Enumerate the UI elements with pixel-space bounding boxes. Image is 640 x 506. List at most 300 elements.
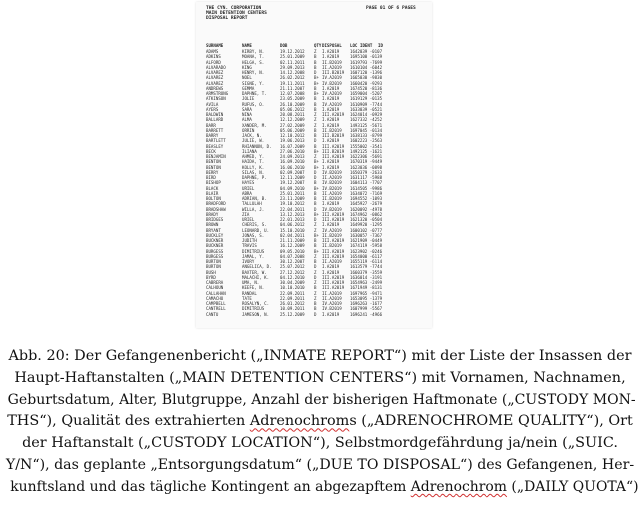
table-cell: 19.10.2012: [280, 201, 305, 207]
table-cell: 1654000 -6117: [350, 253, 383, 259]
table-cell: 02.11.2011: [280, 59, 305, 65]
table-cell: B: [314, 285, 317, 291]
table-cell: KING: [242, 64, 252, 70]
table-cell: B+: [314, 159, 319, 165]
table-cell: BIRD: [206, 175, 216, 180]
table-cell: DIMITRIUS: [242, 306, 265, 312]
table-cell: 29.09.2013: [280, 64, 305, 70]
table-cell: BRADFORD: [206, 201, 226, 207]
table-cell: BURGESS: [206, 253, 224, 259]
table-cell: DAPHNE, T.: [242, 91, 267, 96]
table-cell: BISHOP: [206, 180, 221, 186]
col-header: LOC: [350, 43, 358, 48]
report-page-number: PAGE 01 OF 6 PAGES: [366, 6, 416, 11]
table-cell: BALLARD: [206, 117, 224, 123]
table-cell: 30.12.2007: [280, 259, 305, 264]
table-cell: BUSH: [206, 269, 216, 275]
table-cell: CHERIS, S.: [242, 222, 267, 228]
col-header: ID: [378, 43, 383, 48]
table-cell: KOLLY, K.: [242, 164, 265, 170]
figure-caption: [0, 346, 640, 499]
table-cell: 1607120 -1396: [350, 70, 383, 75]
table-cell: 25.01.2009: [280, 54, 305, 60]
table-cell: NINA: [242, 112, 252, 117]
table-cell: 1696241 -4966: [350, 311, 383, 317]
col-header: DOB: [280, 43, 288, 48]
table-cell: DAPHNE, P.: [242, 175, 267, 180]
table-cell: 1659004 -5207: [350, 91, 383, 96]
table-cell: 1674520 -8136: [350, 85, 383, 91]
table-cell: 1636014 -3191: [350, 274, 383, 280]
table-cell: D: [314, 70, 317, 75]
table-cell: I.A2019: [322, 49, 340, 54]
table-cell: 26.02.2012: [280, 75, 305, 81]
table-cell: B+: [314, 211, 319, 217]
table-cell: JOLIE: [242, 96, 255, 102]
caption-line: THS“), Qualität des extrahierten Adrenochroms („ADRENOCHROME QUALITY“), Ort: [7, 413, 633, 430]
table-cell: III.A2019: [322, 285, 345, 291]
table-cell: 12.12.2009: [280, 117, 305, 123]
table-cell: 1619129 -0135: [350, 96, 383, 102]
table-cell: B: [314, 306, 317, 312]
table-cell: 09.05.2010: [280, 248, 305, 254]
table-cell: II.B2019: [322, 127, 342, 133]
table-cell: IV.B2019: [322, 169, 342, 175]
table-cell: 26.01.2012: [280, 301, 305, 306]
table-cell: 1654963 -2499: [350, 280, 383, 285]
table-cell: 10.10.2010: [280, 285, 305, 291]
table-cell: II.B2019: [322, 232, 342, 238]
table-cell: III.A2019: [322, 217, 345, 222]
table-cell: JAMAL, Y.: [242, 253, 265, 259]
table-cell: Z: [314, 295, 317, 301]
table-cell: 27.02.2009: [280, 122, 305, 128]
table-cell: JACK, N.: [242, 133, 262, 138]
table-cell: 1493125 -5671: [350, 122, 383, 128]
table-cell: 16.09.2010: [280, 159, 305, 165]
table-cell: 19.06.2013: [280, 138, 305, 144]
table-cell: TRAVIS: [242, 243, 257, 249]
spellcheck-flag: Adrenochrom: [249, 413, 350, 430]
table-cell: 30.04.2009: [280, 280, 305, 285]
table-cell: HAYES: [242, 180, 255, 186]
table-cell: B: [314, 101, 317, 107]
table-cell: B: [314, 127, 317, 133]
table-cell: GEMMA: [242, 85, 255, 91]
table-cell: CANTU: [206, 311, 219, 317]
report-rows: [206, 49, 386, 317]
table-cell: 1620092 -4978: [350, 206, 383, 212]
table-cell: ZIA: [242, 211, 250, 217]
table-cell: I.A2019: [322, 164, 340, 170]
table-cell: UMA, N.: [242, 280, 260, 285]
table-cell: III.A2019: [322, 211, 345, 217]
table-cell: RUFUS, O.: [242, 101, 265, 107]
table-cell: ALFORD: [206, 59, 221, 65]
table-cell: D: [314, 274, 317, 280]
table-cell: B: [314, 180, 317, 186]
table-cell: 16.06.2010: [280, 164, 305, 170]
table-cell: BURTON: [206, 259, 221, 264]
table-cell: MALACHI, K.: [242, 274, 270, 280]
table-cell: BENTON: [206, 159, 221, 165]
table-cell: BARR: [206, 122, 216, 128]
table-cell: BUCKLEY: [206, 232, 224, 238]
table-cell: II.A2019: [322, 190, 342, 196]
report-header-line-2: MAIN DETENTION CENTERS: [206, 11, 267, 16]
table-cell: B: [314, 259, 317, 264]
table-cell: ROSALYN, C.: [242, 301, 270, 306]
table-cell: 05.06.2009: [280, 127, 305, 133]
table-cell: I.A2019: [322, 159, 340, 165]
table-cell: III.B2019: [322, 70, 345, 75]
table-cell: 1638133 -8799: [350, 133, 383, 138]
table-cell: BRADY: [206, 211, 219, 217]
table-cell: ARMSTRONG: [206, 91, 229, 96]
table-cell: I.A2019: [322, 106, 340, 112]
table-cell: BALDWIN: [206, 112, 224, 117]
table-cell: CABRERA: [206, 280, 224, 285]
table-cell: 1630057 -7367: [350, 232, 383, 238]
table-cell: Z: [314, 117, 317, 123]
table-cell: B: [314, 143, 317, 149]
table-cell: BENJAMIN: [206, 154, 226, 159]
col-header: SURNAME: [206, 43, 224, 48]
table-cell: IV.A2019: [322, 101, 342, 107]
table-cell: CALLAHAN: [206, 290, 226, 296]
table-cell: ALVAREZ: [206, 70, 224, 75]
table-cell: 16.12.2009: [280, 243, 305, 249]
table-cell: BRIDGES: [206, 217, 224, 222]
table-cell: I.A2019: [322, 96, 340, 102]
table-cell: URIEL: [242, 217, 255, 222]
table-cell: B+: [314, 75, 319, 81]
table-cell: 22.09.2011: [280, 290, 305, 296]
table-cell: B: [314, 133, 317, 138]
table-cell: TALLULAH: [242, 201, 262, 207]
table-cell: I.A2019: [322, 138, 340, 144]
table-cell: RANDAL: [242, 290, 257, 296]
table-cell: ALVARADO: [206, 64, 226, 70]
table-cell: III.A2019: [322, 238, 345, 243]
table-cell: CALHOUN: [206, 285, 224, 291]
table-cell: ANGELICA, D.: [242, 264, 272, 270]
table-cell: 1642039 -0107: [350, 49, 383, 54]
table-cell: BLACK: [206, 185, 219, 191]
table-cell: D: [314, 264, 317, 270]
table-cell: NOEL: [242, 75, 252, 81]
table-cell: 1624014 -0929: [350, 112, 383, 117]
table-cell: I.A2019: [322, 264, 340, 270]
table-cell: 1697965 -9471: [350, 290, 383, 296]
table-cell: ATKINSON: [206, 96, 226, 102]
table-cell: 1492125 -1621: [350, 148, 383, 154]
table-cell: 22.04.2011: [280, 206, 305, 212]
table-cell: ANDREWS: [206, 85, 224, 91]
table-cell: IV.A2019: [322, 75, 342, 81]
col-header: NAME: [242, 43, 252, 48]
table-cell: 04.12.2010: [280, 274, 305, 280]
table-cell: 1670319 -9449: [350, 159, 383, 165]
table-cell: ADRIAN, B.: [242, 196, 267, 201]
table-cell: 1674119 -5958: [350, 243, 383, 249]
table-cell: BOLTON: [206, 196, 221, 201]
table-cell: Z: [314, 253, 317, 259]
table-cell: 1610104 -6042: [350, 64, 383, 70]
table-cell: IV.B2019: [322, 306, 342, 312]
table-cell: B+: [314, 232, 319, 238]
table-cell: II.A2019: [322, 64, 342, 70]
caption-line: kunftsland und das tägliche Kontingent an abgezapftem Adrenochrom („DAILY QUOTA“): [10, 478, 639, 495]
caption-line: Abb. 20: Der Gefangenenbericht („INMATE REPORT“) mit der Liste der Insassen der: [8, 348, 632, 364]
table-cell: 1660420 -9293: [350, 80, 383, 86]
table-cell: CAMACHO: [206, 295, 224, 301]
table-cell: B+: [314, 148, 319, 154]
table-cell: II.B2019: [322, 196, 342, 201]
table-cell: BENTON: [206, 164, 221, 170]
table-cell: BUCKNER: [206, 238, 224, 243]
table-cell: JULIE, W.: [242, 138, 265, 144]
table-cell: TATE: [242, 295, 252, 301]
table-cell: BRADSHAW: [206, 206, 226, 212]
table-cell: IV.A2019: [322, 227, 342, 233]
table-cell: 25.01.2011: [280, 190, 305, 196]
table-cell: 1694552 -1093: [350, 196, 383, 201]
table-cell: IV.A2019: [322, 301, 342, 306]
table-cell: 20.08.2011: [280, 112, 305, 117]
scanned-report-image: [196, 2, 432, 328]
table-cell: III.A2019: [322, 112, 345, 117]
table-cell: 1610909 -7744: [350, 101, 383, 107]
table-cell: I.A2019: [322, 117, 340, 123]
caption-line: Geburtsdatum, Alter, Blutgruppe, Anzahl der bisherigen Haftmonate („CUSTODY MON-: [7, 391, 636, 408]
table-cell: BARRY: [206, 133, 219, 138]
table-cell: B: [314, 190, 317, 196]
table-cell: HELGA, S.: [242, 59, 265, 65]
table-cell: IV.B2019: [322, 80, 342, 86]
report-header-line-1: THE CYN. CORPORATION: [206, 6, 262, 11]
table-cell: D: [314, 217, 317, 222]
table-cell: BEASLEY: [206, 143, 224, 149]
report-header-line-3: DISPOSAL REPORT: [206, 16, 248, 21]
table-cell: BARTLETT: [206, 138, 226, 144]
table-cell: 04.09.2010: [280, 185, 305, 191]
table-cell: 14.12.2008: [280, 70, 305, 75]
table-cell: IVORY: [242, 259, 255, 264]
table-cell: B: [314, 243, 317, 249]
table-cell: ORRIN: [242, 127, 255, 133]
table-cell: 1674962 -0862: [350, 211, 383, 217]
table-cell: BAXTER, W.: [242, 269, 267, 275]
table-cell: 10.09.2011: [280, 306, 305, 312]
table-cell: 04.06.2012: [280, 222, 305, 228]
table-cell: 12.10.2012: [280, 133, 305, 138]
table-cell: ALVAREZ: [206, 80, 224, 86]
table-cell: B: [314, 54, 317, 60]
table-cell: 1621909 -0449: [350, 238, 383, 243]
table-cell: 1621320 -0504: [350, 217, 383, 222]
table-cell: 19.11.2011: [280, 80, 305, 86]
table-cell: D: [314, 169, 317, 175]
table-cell: CANTRELL: [206, 306, 226, 312]
table-cell: 1633039 -0521: [350, 106, 383, 112]
table-cell: II.B2019: [322, 59, 342, 65]
table-cell: 27.06.2010: [280, 148, 305, 154]
table-cell: BURTON: [206, 264, 221, 270]
table-cell: MOANA, T.: [242, 54, 265, 60]
table-cell: D: [314, 311, 317, 317]
table-cell: II.A2019: [322, 175, 342, 180]
table-cell: I.A2019: [322, 201, 340, 207]
table-cell: I.A2019: [322, 269, 340, 275]
table-cell: III.B2019: [322, 133, 345, 138]
table-cell: 24.09.2013: [280, 154, 305, 159]
table-cell: URIEL: [242, 185, 255, 191]
table-cell: 1671949 -8131: [350, 285, 383, 291]
table-cell: B: [314, 85, 317, 91]
table-cell: 1653095 -1379: [350, 295, 383, 301]
table-cell: 22.01.2013: [280, 217, 305, 222]
table-cell: BURGESS: [206, 248, 224, 254]
table-cell: Z: [314, 269, 317, 275]
table-cell: HAIDA, T.: [242, 159, 265, 165]
table-cell: IV.A2019: [322, 91, 342, 96]
table-cell: I.A2019: [322, 85, 340, 91]
table-cell: 1555002 -3541: [350, 143, 383, 149]
table-cell: SARA: [242, 106, 252, 112]
table-cell: WILLA, J.: [242, 206, 265, 212]
table-cell: Z: [314, 227, 317, 233]
table-cell: 1619793 -7699: [350, 59, 383, 65]
table-cell: 12.11.2009: [280, 175, 305, 180]
table-cell: 1655119 -6114: [350, 259, 383, 264]
table-cell: ILIANA: [242, 148, 257, 154]
table-cell: B: [314, 196, 317, 201]
table-cell: B: [314, 301, 317, 306]
table-cell: BRYANT: [206, 227, 221, 233]
table-cell: IV.B2019: [322, 206, 342, 212]
table-cell: 02.04.2011: [280, 232, 305, 238]
table-cell: 1627332 -4252: [350, 117, 383, 123]
table-cell: 19.12.2012: [280, 49, 305, 54]
table-cell: II.B2019: [322, 243, 342, 249]
table-cell: B: [314, 64, 317, 70]
table-cell: B+: [314, 91, 319, 96]
table-cell: 25.07.2012: [280, 264, 305, 270]
spellcheck-flag: Adrenochrom: [410, 478, 508, 495]
table-row: [206, 312, 386, 317]
table-cell: 1649920 -1295: [350, 222, 383, 228]
col-header: QTY: [314, 43, 322, 48]
table-cell: Z: [314, 222, 317, 228]
table-cell: Z: [314, 112, 317, 117]
table-cell: 23.05.2009: [280, 96, 305, 102]
table-cell: 26.10.2009: [280, 101, 305, 107]
table-cell: Z: [314, 290, 317, 296]
table-cell: 1634072 -7169: [350, 190, 383, 196]
table-cell: Z: [314, 154, 317, 159]
table-cell: I.A2019: [322, 54, 340, 60]
table-cell: SIGNE, Y.: [242, 80, 265, 86]
table-cell: 21.11.2009: [280, 238, 305, 243]
table-cell: B+: [314, 248, 319, 254]
table-cell: 19.12.2007: [280, 180, 305, 186]
table-cell: 1645927 -2679: [350, 201, 383, 207]
table-cell: 1696263 -1677: [350, 301, 383, 306]
table-cell: LEONARD, U.: [242, 227, 270, 233]
table-cell: 16.07.2009: [280, 143, 305, 149]
table-cell: BLAIR: [206, 190, 219, 196]
table-cell: III.B2019: [322, 148, 345, 154]
caption-line: der Haftanstalt („CUSTODY LOCATION“), Selbstmordgefährdung ja/nein („SUIC.: [22, 435, 618, 452]
table-cell: 05.06.2012: [280, 106, 305, 112]
table-cell: III.A2019: [322, 253, 345, 259]
table-cell: B+: [314, 164, 319, 170]
table-cell: 13.12.2013: [280, 211, 305, 217]
table-cell: 1604113 -7707: [350, 180, 383, 186]
table-cell: BECK: [206, 148, 216, 154]
table-cell: B+: [314, 185, 319, 191]
table-cell: 1665030 -9830: [350, 75, 383, 81]
table-cell: KIRBY, N.: [242, 49, 265, 54]
caption-line: Haupt-Haftanstalten („MAIN DETENTION CENTERS“) mit Vornamen, Nachnamen,: [14, 369, 626, 386]
table-cell: BERRY: [206, 169, 219, 175]
table-cell: DIMITRIUS: [242, 248, 265, 254]
table-cell: HENRY, N.: [242, 70, 265, 75]
table-cell: BARRETT: [206, 127, 224, 133]
table-cell: 1695100 -0139: [350, 54, 383, 60]
table-cell: RHIANNON, D.: [242, 143, 272, 149]
report-column-headers: [206, 43, 388, 48]
table-cell: D: [314, 175, 317, 180]
table-cell: III.A2019: [322, 248, 345, 254]
table-cell: 1607999 -5567: [350, 306, 383, 312]
table-cell: 1613579 -7744: [350, 264, 383, 270]
table-cell: 04.07.2008: [280, 253, 305, 259]
col-header: DISPOSAL: [322, 43, 342, 48]
table-cell: ALVAREZ: [206, 75, 224, 81]
col-header: IDENT: [360, 43, 373, 48]
table-cell: I.A2019: [322, 222, 340, 228]
table-cell: ADKINS: [206, 54, 221, 60]
table-cell: SILAS, N.: [242, 169, 265, 175]
table-cell: 1602223 -2563: [350, 138, 383, 144]
table-cell: AHMED, Y.: [242, 154, 265, 159]
table-cell: B: [314, 59, 317, 65]
table-cell: 22.09.2011: [280, 295, 305, 301]
table-cell: ADAMS: [206, 49, 219, 54]
table-cell: 1631117 -5988: [350, 175, 383, 180]
table-cell: D: [314, 206, 317, 212]
table-cell: II.A2019: [322, 259, 342, 264]
table-cell: 1623036 -0898: [350, 164, 383, 170]
table-cell: 1697045 -0134: [350, 127, 383, 133]
table-cell: IV.B2019: [322, 180, 342, 186]
table-cell: JUDITH: [242, 238, 257, 243]
table-cell: Z: [314, 280, 317, 285]
table-cell: Z: [314, 122, 317, 128]
table-cell: XANDER, M.: [242, 122, 267, 128]
table-cell: AYERS: [206, 106, 219, 112]
table-cell: JAMESON, N.: [242, 311, 270, 317]
table-cell: Z: [314, 49, 317, 54]
table-cell: 27.12.2012: [280, 269, 305, 275]
table-cell: JONAS, S.: [242, 232, 265, 238]
table-cell: AVILA: [206, 101, 219, 107]
table-cell: I.A2019: [322, 122, 340, 128]
table-cell: 21.11.2007: [280, 85, 305, 91]
table-cell: III.A2019: [322, 274, 345, 280]
